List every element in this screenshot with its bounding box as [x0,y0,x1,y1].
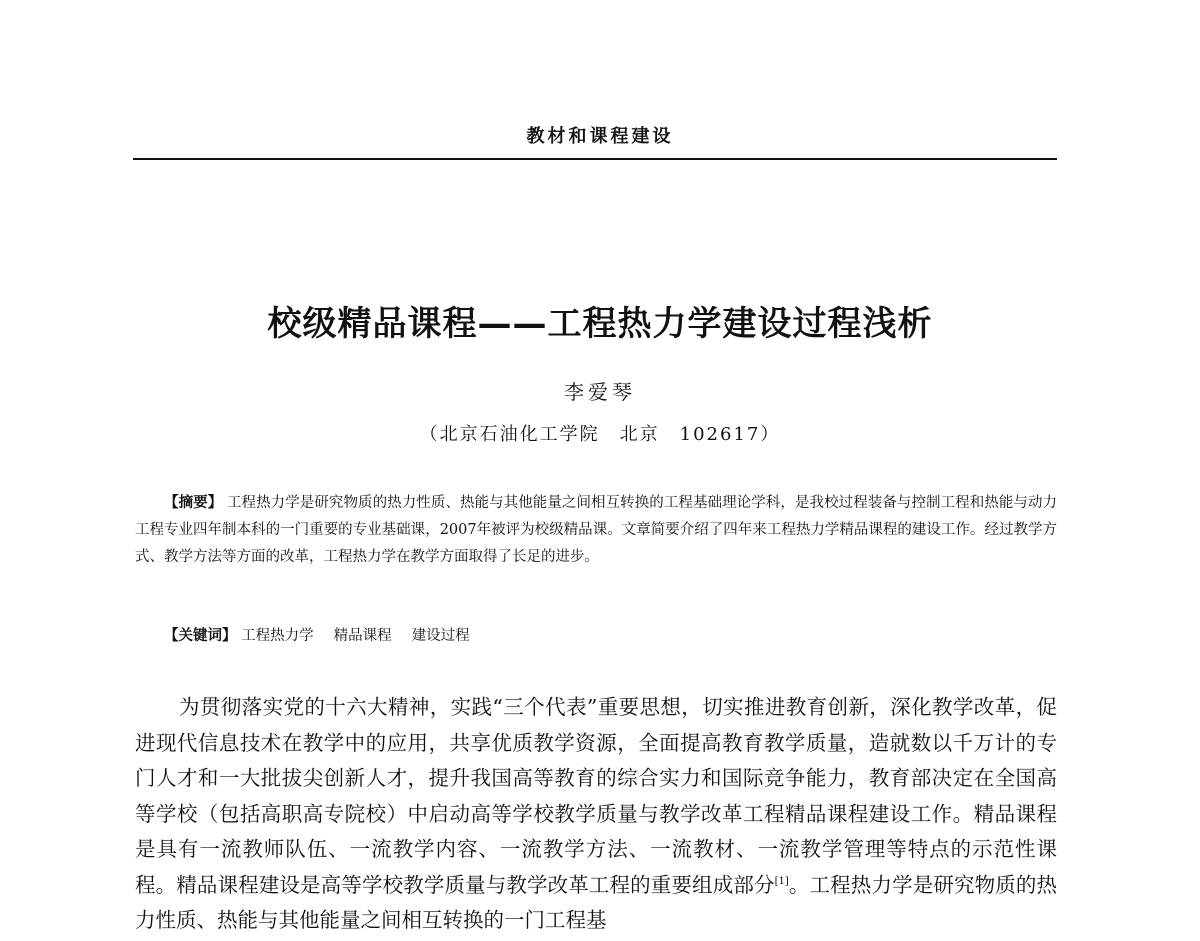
header-rule [133,158,1057,160]
body-text-part-2: 。工程热力学是研究物质的热力性质、热能与其他能量之间相互转换的一门工程基 [135,872,1058,932]
article-author: 李爱琴 [564,380,636,404]
abstract-text: 工程热力学是研究物质的热力性质、热能与其他能量之间相互转换的工程基础理论学科，是我校过程装备与控制工程和热能与动力工程专业四年制本科的一门重要的专业基础课，2007年被评为校级精品课。文章简要介绍了四年来工程热力学精品课程的建设工作。经过教学方式、教学方法等方面的改革，工程热力学在教学方面取得了长足的进步。 [135,495,1058,565]
keyword-item: 精品课程 [333,628,392,644]
article-title: 校级精品课程——工程热力学建设过程浅析 [267,304,933,344]
body-text-part-1: 为贯彻落实党的十六大精神，实践“三个代表”重要思想，切实推进教育创新，深化教学改革，促进现代信息技术在教学中的应用，共享优质教学资源，全面提高教育教学质量，造就数以千万计的专门人才和一大批拔尖创新人才，提升我国高等教育的综合实力和国际竞争能力，教育部决定在全国高等学校（包括高职高专院校）中启动高等学校教学质量与教学改革工程精品课程建设工作。精品课程是具有一流教师队伍、一流教学内容、一流教学方法、一流教材、一流教学管理等特点的示范性课程。精品课程建设是高等学校教学质量与教学改革工程的重要组成部分 [135,695,1057,897]
citation-ref[interactable]: [1] [774,875,789,887]
section-header: 教材和课程建设 [526,126,674,147]
body-paragraph [135,690,1057,939]
author-affiliation: （北京石油化工学院 北京 102617） [419,424,781,445]
keyword-item: 工程热力学 [241,628,314,644]
keyword-item: 建设过程 [411,628,470,644]
keywords [135,623,1057,650]
abstract-label: 【摘要】 [164,495,223,511]
keywords-label: 【关键词】 [164,628,237,644]
abstract [135,490,1057,571]
